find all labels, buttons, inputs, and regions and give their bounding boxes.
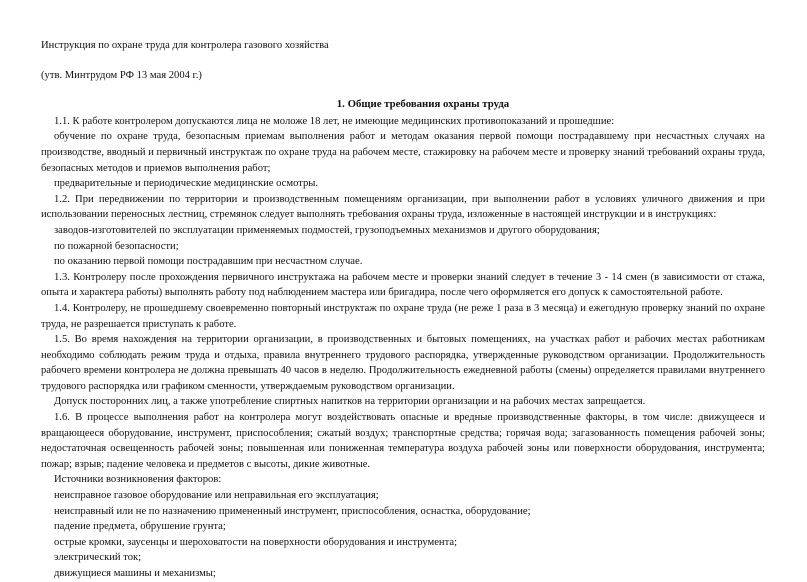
- list-item: падение предмета, обрушение грунта;: [54, 521, 226, 533]
- paragraph-sources: Источники возникновения факторов:: [54, 474, 222, 486]
- paragraph-admission: Допуск посторонних лиц, а также употребление спиртных напитков на территории организации и на рабочих местах запрещается.: [54, 396, 646, 408]
- paragraph-1-3: 1.3. Контролеру после прохождения первичного инструктажа на рабочем месте и проверки знаний следует в течение 3 - 14 смен (в зависимости от стажа, опыта и характера работы) выполнять работу под наблюдением мастера или бригадира, после чего оформляется его допуск к самостоятельной работе.: [41, 271, 765, 299]
- paragraph-1-1: 1.1. К работе контролером допускаются лица не моложе 18 лет, не имеющие медицинских противопоказаний и прошедшие:: [54, 115, 615, 127]
- paragraph-1-4: 1.4. Контролеру, не прошедшему своевременно повторный инструктаж по охране труда (не реже 1 раза в 3 месяца) и ежегодную проверку знаний по охране труда, не разрешается приступать к работе.: [41, 302, 765, 330]
- list-item: движущиеся машины и механизмы;: [54, 568, 216, 579]
- list-item: неисправный или не по назначению примененный инструмент, приспособления, оснастка, оборудование;: [54, 505, 531, 517]
- paragraph-medical: предварительные и периодические медицинские осмотры.: [54, 178, 319, 190]
- document-page: [41, 38, 765, 582]
- paragraph-training: обучение по охране труда, безопасным приемам выполнения работ и методам оказания первой помощи пострадавшему при несчастных случаях на производстве, вводный и первичный инструктаж по охране труда на рабочем месте, стажировку на рабочем месте и проверку знаний требований охраны труда, безопасных методов и приемов выполнения работ;: [41, 131, 765, 174]
- list-item: неисправное газовое оборудование или неправильная его эксплуатация;: [54, 490, 379, 502]
- list-item: электрический ток;: [54, 552, 142, 564]
- paragraph-1-6: 1.6. В процессе выполнения работ на контролера могут воздействовать опасные и вредные производственные факторы, в том числе: движущееся и вращающееся оборудование, инструмент, приспособления; сжатый воздух; транспортные средства; горячая вода; загазованность помещения рабочей зоны; недостаточная освещенность рабочей зоны; повышенная или пониженная температура воздуха рабочей зоны или поверхности оборудования, инструмента; пожар; взрыв; падение человека и предметов с высоты, дикие животные.: [41, 412, 765, 470]
- paragraph-1-2: 1.2. При передвижении по территории и производственным помещениям организации, при выполнении работ в условиях уличного движения и при использовании переносных лестниц, стремянок следует выполнять требования охраны труда, изложенные в настоящей инструкции и в инструкциях:: [41, 193, 765, 221]
- list-item: острые кромки, заусенцы и шероховатости на поверхности оборудования и инструмента;: [54, 536, 458, 548]
- paragraph-manufacturers: заводов-изготовителей по эксплуатации применяемых подмостей, грузоподъемных механизмов и другого оборудования;: [54, 224, 600, 236]
- paragraph-fire-safety: по пожарной безопасности;: [54, 240, 179, 252]
- section-heading: 1. Общие требования охраны труда: [336, 98, 510, 111]
- approval-note: (утв. Минтрудом РФ 13 мая 2004 г.): [41, 69, 202, 81]
- document-title: Инструкция по охране труда для контролера газового хозяйства: [41, 40, 329, 51]
- paragraph-first-aid: по оказанию первой помощи пострадавшим при несчастном случае.: [54, 256, 363, 268]
- paragraph-1-5: 1.5. Во время нахождения на территории организации, в производственных и бытовых помещениях, на участках работ и рабочих местах работникам необходимо соблюдать режим труда и отдыха, правила внутреннего трудового распорядка, утвержденные руководством организации. Продолжительность рабочего времени контролера не должна превышать 40 часов в неделю. Продолжительность ежедневной работы (смены) определяется правилами внутреннего трудового распорядка или графиком сменности, утверждаемым руководством организации.: [41, 334, 765, 392]
- document-body: [41, 114, 765, 582]
